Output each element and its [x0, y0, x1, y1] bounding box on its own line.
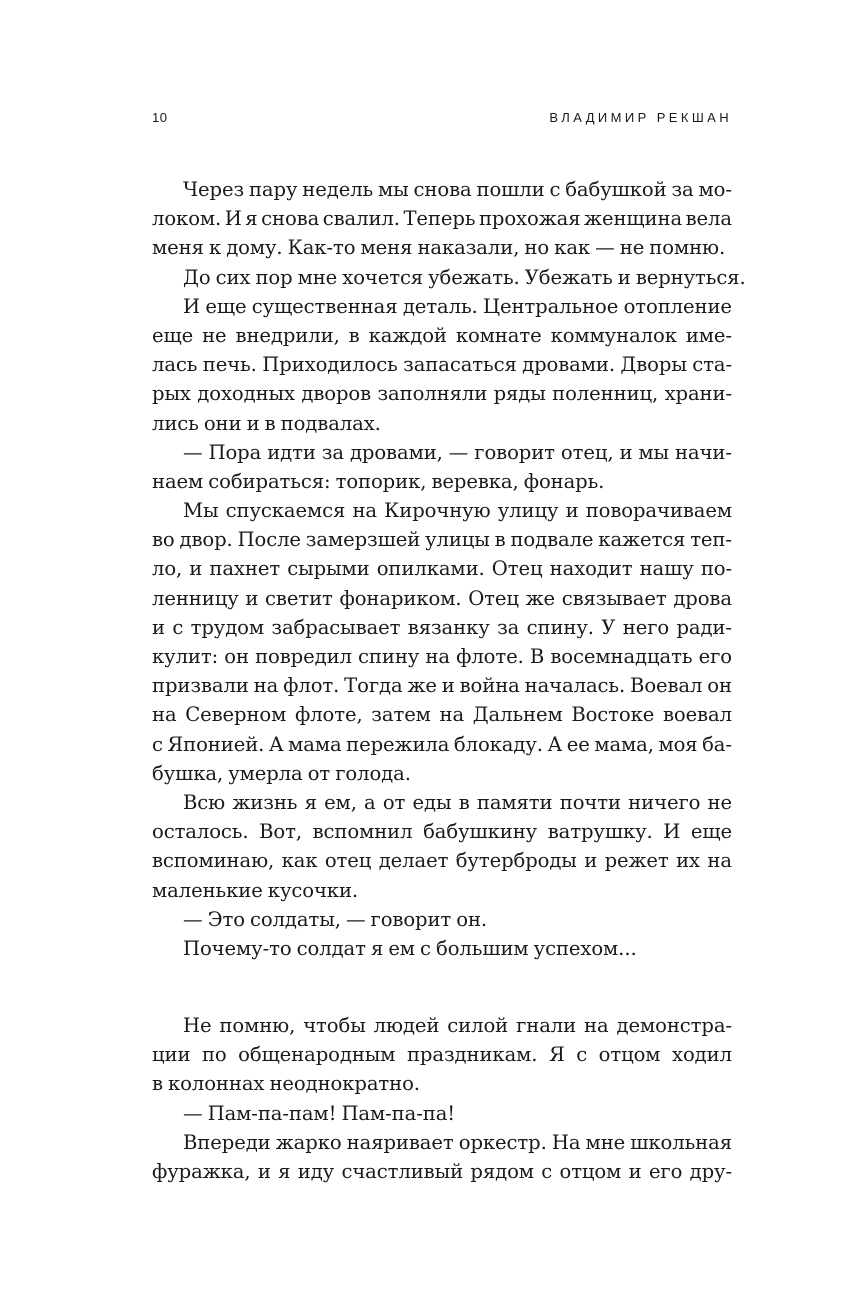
- text-line: наем собираться: топорик, веревка, фонарь.: [152, 469, 605, 493]
- text-line: До сих пор мне хочется убежать. Убежать и вернуться.: [183, 265, 746, 289]
- text-line: — Пора идти за дровами, — говорит отец, и мы начи-: [183, 440, 732, 464]
- text-line: Мы спускаемся на Кирочную улицу и поворачиваем: [183, 499, 732, 523]
- body-text: [152, 175, 746, 1186]
- text-line: призвали на флот. Тогда же и война началась. Воевал он: [152, 674, 732, 698]
- text-line: ло, и пахнет сырыми опилками. Отец находит нашу по-: [152, 557, 732, 581]
- text-line: меня к дому. Как-то меня наказали, но как — не помню.: [152, 236, 726, 260]
- text-line: — Это солдаты, — говорит он.: [183, 907, 488, 931]
- text-line: — Пам-па-пам! Пам-па-па!: [183, 1101, 456, 1125]
- text-line: кулит: он повредил спину на флоте. В восемнадцать его: [152, 645, 732, 668]
- running-head-author: ВЛАДИМИР РЕКШАН: [549, 110, 732, 125]
- text-line: вспоминаю, как отец делает бутерброды и режет их на: [152, 849, 732, 873]
- text-line: еще не внедрили, в каждой комнате коммуналок име-: [152, 323, 732, 347]
- text-line: во двор. После замерзшей улицы в подвале кажется теп-: [152, 528, 732, 552]
- text-line: Впереди жарко наяривает оркестр. На мне школьная: [183, 1130, 732, 1154]
- text-line: фуражка, и я иду счастливый рядом с отцом и его дру-: [152, 1160, 732, 1183]
- section-break: [152, 963, 732, 1011]
- text-line: в колоннах неоднократно.: [152, 1072, 420, 1096]
- text-line: маленькие кусочки.: [152, 878, 359, 902]
- text-line: с Японией. А мама пережила блокаду. А ее мама, моя ба-: [152, 732, 732, 756]
- text-line: И еще существенная деталь. Центральное отопление: [183, 294, 732, 318]
- text-line: локом. И я снова свалил. Теперь прохожая женщина вела: [152, 207, 732, 231]
- text-line: лись они и в подвалах.: [152, 411, 381, 435]
- text-line: ции по общенародным праздникам. Я с отцом ходил: [152, 1043, 732, 1067]
- text-line: Не помню, чтобы людей силой гнали на демонстра-: [183, 1014, 732, 1038]
- text-line: Почему-то солдат я ем с большим успехом...: [183, 936, 637, 960]
- text-line: рых доходных дворов заполняли ряды поленниц, храни-: [152, 382, 732, 406]
- text-line: бушка, умерла от голода.: [152, 761, 411, 785]
- text-line: Всю жизнь я ем, а от еды в памяти почти ничего не: [183, 790, 732, 814]
- text-line: Через пару недель мы снова пошли с бабушкой за мо-: [183, 178, 732, 201]
- page-number: 10: [152, 110, 168, 125]
- text-line: лась печь. Приходилось запасаться дровами. Дворы ста-: [152, 353, 732, 377]
- text-line: на Северном флоте, затем на Дальнем Востоке воевал: [152, 703, 732, 727]
- text-line: ленницу и светит фонариком. Отец же связывает дрова: [152, 586, 732, 610]
- text-line: осталось. Вот, вспомнил бабушкину ватрушку. И еще: [152, 820, 732, 844]
- text-line: и с трудом забрасывает вязанку за спину. У него ради-: [152, 615, 732, 639]
- running-head: [0, 108, 845, 132]
